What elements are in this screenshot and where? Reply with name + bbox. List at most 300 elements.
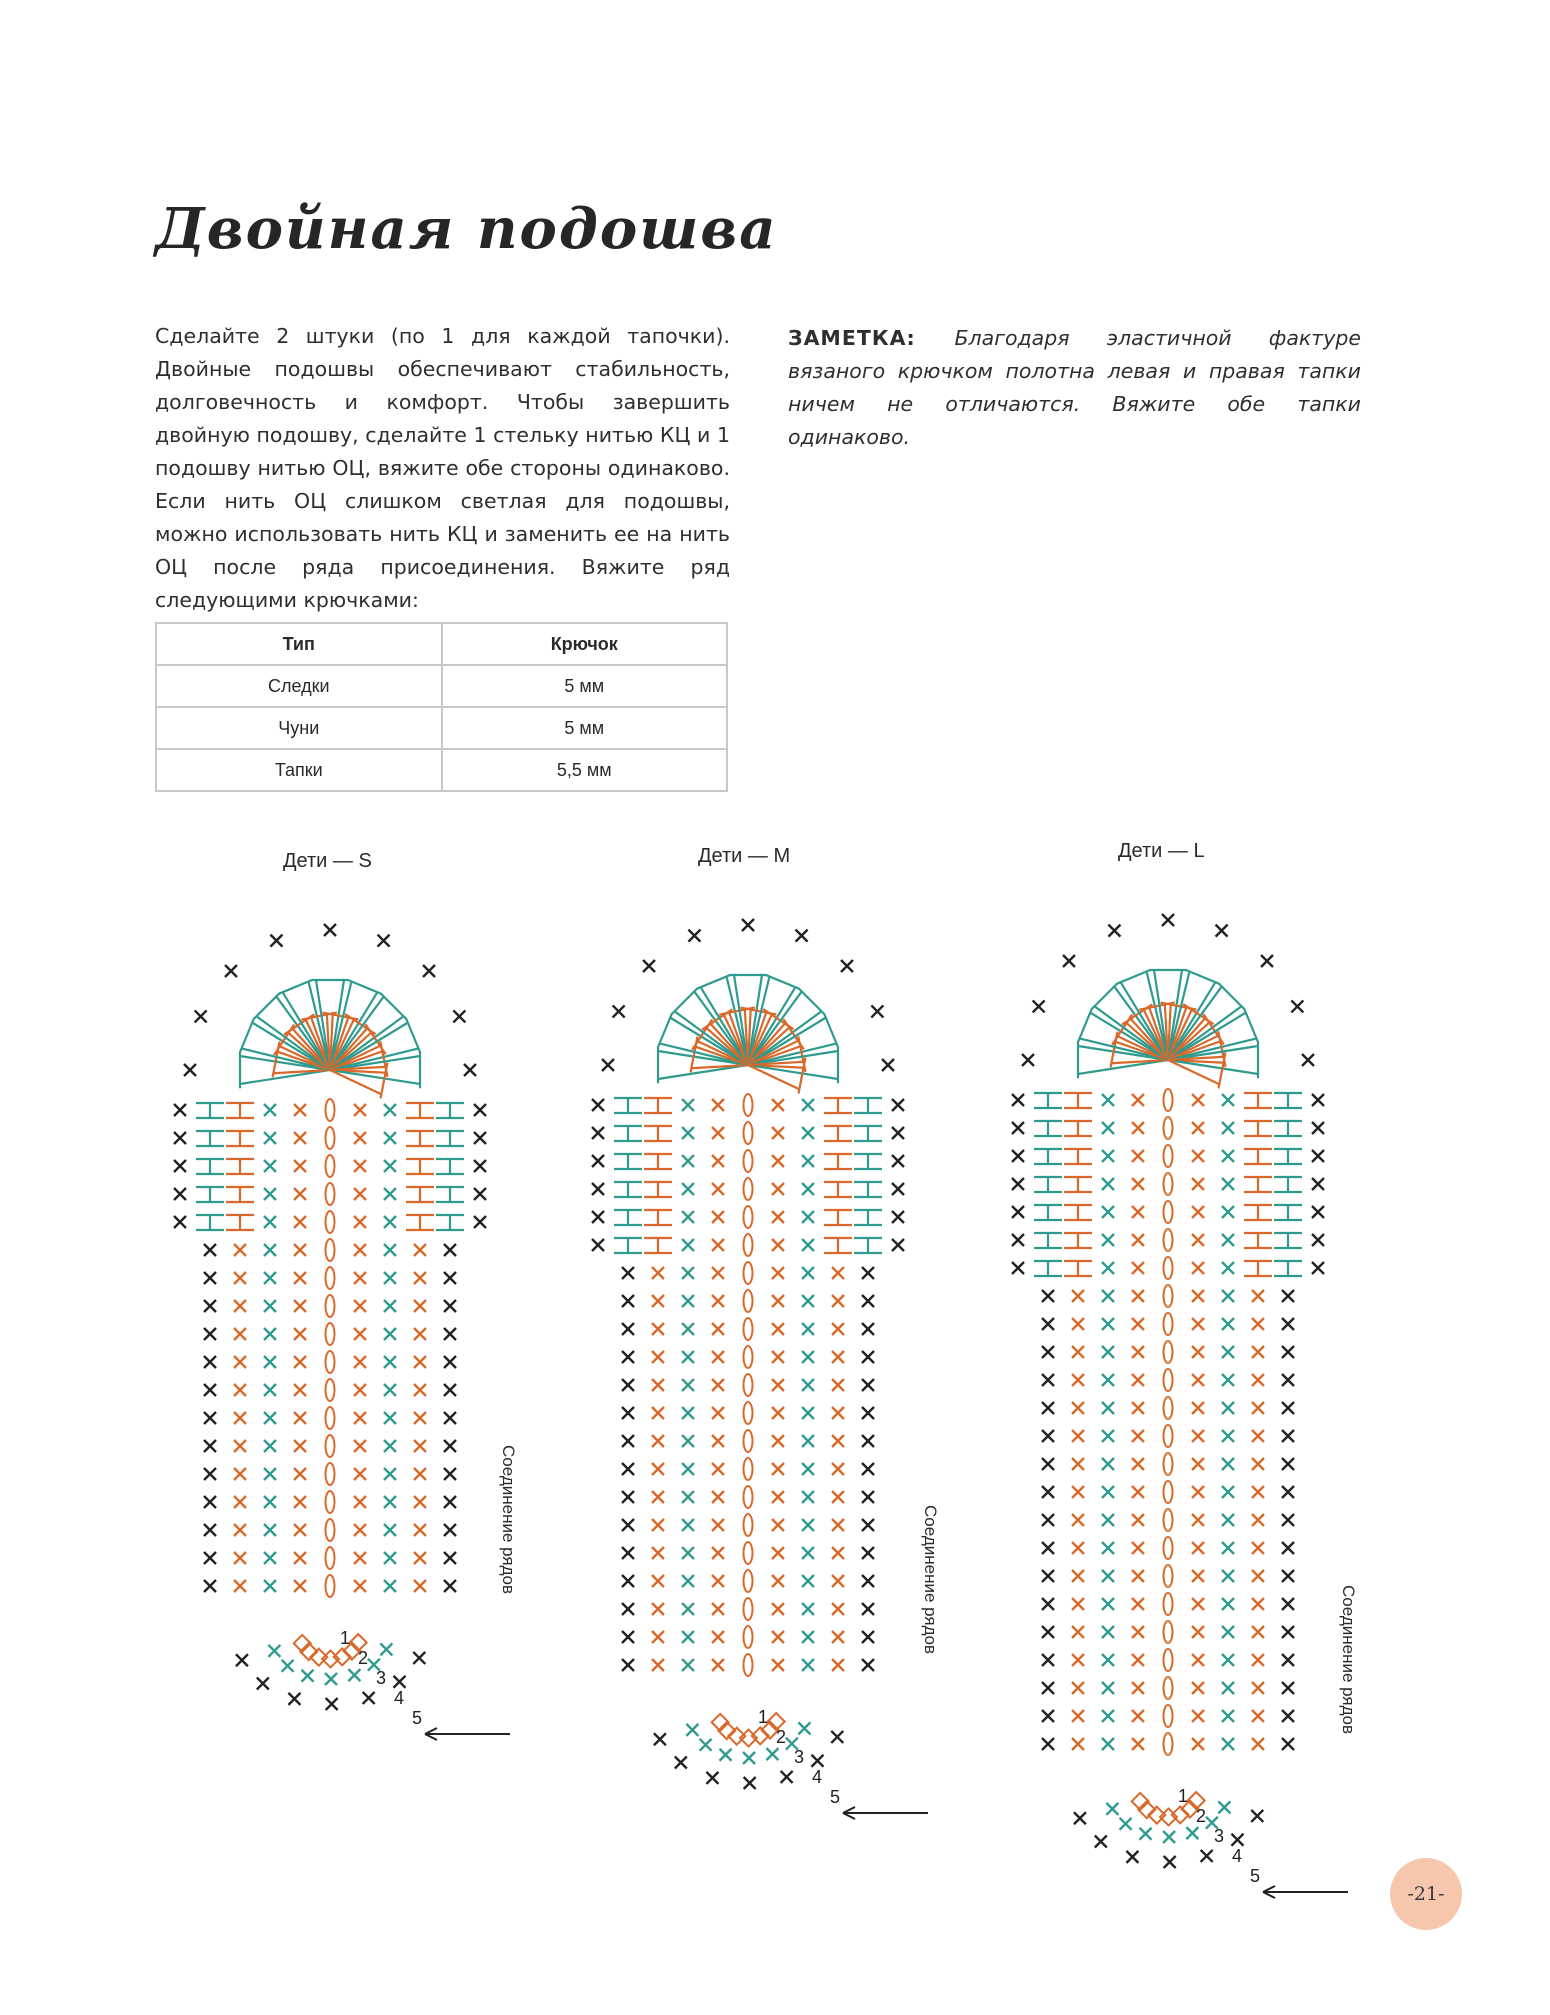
stitch-hdc bbox=[1244, 1205, 1272, 1220]
join-arrow bbox=[843, 1807, 928, 1819]
stitch-sc bbox=[1222, 1262, 1234, 1274]
stitch-sc bbox=[1072, 1710, 1084, 1722]
stitch-chain bbox=[326, 1491, 335, 1513]
stitch-sc bbox=[675, 1756, 687, 1768]
stitch-hdc bbox=[226, 1131, 254, 1146]
stitch-sc bbox=[1192, 1346, 1204, 1358]
stitch-hdc bbox=[436, 1131, 464, 1146]
stitch-sc bbox=[444, 1440, 456, 1452]
note-text: Благодаря эластичной фактуре вязаного крючком полотна левая и правая тапки ничем не отличаются. Вяжите обе тапки одинаково. bbox=[788, 326, 1361, 449]
stitch-sc bbox=[1192, 1150, 1204, 1162]
stitch-sc bbox=[354, 1244, 366, 1256]
stitch-sc bbox=[414, 1272, 426, 1284]
stitch-sc bbox=[1132, 1290, 1144, 1302]
stitch-sc bbox=[682, 1575, 694, 1587]
stitch-chain bbox=[1164, 1229, 1173, 1251]
stitch-sc bbox=[1251, 1810, 1263, 1822]
stitch-sc bbox=[832, 1379, 844, 1391]
stitch-sc bbox=[796, 930, 808, 942]
stitch-sc bbox=[1042, 1710, 1054, 1722]
stitch-sc bbox=[1132, 1654, 1144, 1666]
stitch-sc bbox=[832, 1659, 844, 1671]
stitch-sc bbox=[474, 1216, 486, 1228]
stitch-chain bbox=[326, 1547, 335, 1569]
stitch-sc bbox=[354, 1468, 366, 1480]
stitch-sc bbox=[592, 1127, 604, 1139]
stitch-sc bbox=[772, 1099, 784, 1111]
stitch-chain bbox=[326, 1379, 335, 1401]
stitch-sc bbox=[1132, 1430, 1144, 1442]
row-number: 1 bbox=[758, 1707, 769, 1727]
stitch-sc bbox=[174, 1104, 186, 1116]
stitch-sc bbox=[832, 1519, 844, 1531]
stitch-chain bbox=[326, 1295, 335, 1317]
stitch-sc bbox=[1222, 1654, 1234, 1666]
stitch-hdc bbox=[1064, 1177, 1092, 1192]
stitch-sc bbox=[204, 1272, 216, 1284]
stitch-sc bbox=[1102, 1430, 1114, 1442]
stitch-sc bbox=[264, 1496, 276, 1508]
stitch-sc bbox=[1252, 1486, 1264, 1498]
stitch-sc bbox=[592, 1155, 604, 1167]
stitch-hdc bbox=[226, 1159, 254, 1174]
stitch-sc bbox=[1132, 1234, 1144, 1246]
stitch-sc bbox=[712, 1127, 724, 1139]
stitch-sc bbox=[264, 1328, 276, 1340]
stitch-sc bbox=[652, 1575, 664, 1587]
stitch-sc bbox=[1192, 1654, 1204, 1666]
stitch-sc bbox=[622, 1323, 634, 1335]
stitch-sc bbox=[1042, 1430, 1054, 1442]
stitch-sc bbox=[1012, 1206, 1024, 1218]
table-row bbox=[156, 707, 727, 749]
stitch-sc bbox=[592, 1239, 604, 1251]
stitch-chain bbox=[1164, 1733, 1173, 1755]
stitch-sc bbox=[682, 1155, 694, 1167]
stitch-hdc bbox=[196, 1187, 224, 1202]
stitch-sc bbox=[1042, 1346, 1054, 1358]
stitch-sc bbox=[354, 1496, 366, 1508]
stitch-sc bbox=[862, 1323, 874, 1335]
stitch-sc bbox=[1252, 1710, 1264, 1722]
stitch-sc bbox=[294, 1356, 306, 1368]
stitch-sc bbox=[288, 1693, 300, 1705]
stitch-sc bbox=[1126, 1851, 1138, 1863]
stitch-sc bbox=[1042, 1682, 1054, 1694]
stitch-sc bbox=[1222, 1094, 1234, 1106]
stitch-hdc bbox=[226, 1103, 254, 1118]
stitch-sc bbox=[802, 1379, 814, 1391]
crochet-chart-l bbox=[968, 890, 1368, 1886]
table-header-row bbox=[156, 623, 727, 665]
stitch-sc bbox=[882, 1059, 894, 1071]
stitch-sc bbox=[712, 1379, 724, 1391]
stitch-hdc bbox=[854, 1098, 882, 1113]
stitch-chain bbox=[326, 1099, 335, 1121]
stitch-hdc bbox=[1244, 1177, 1272, 1192]
stitch-sc bbox=[294, 1188, 306, 1200]
stitch-sc bbox=[294, 1580, 306, 1592]
stitch-sc bbox=[772, 1183, 784, 1195]
stitch-sc bbox=[1132, 1178, 1144, 1190]
stitch-hdc bbox=[436, 1159, 464, 1174]
stitch-sc bbox=[1222, 1318, 1234, 1330]
stitch-sc bbox=[832, 1547, 844, 1559]
stitch-sc bbox=[1072, 1738, 1084, 1750]
stitch-sc bbox=[414, 1356, 426, 1368]
stitch-sc bbox=[264, 1356, 276, 1368]
stitch-sc bbox=[682, 1519, 694, 1531]
stitch-sc bbox=[1312, 1234, 1324, 1246]
stitch-sc bbox=[712, 1575, 724, 1587]
stitch-hdc bbox=[1274, 1233, 1302, 1248]
stitch-sc bbox=[1192, 1458, 1204, 1470]
stitch-sc bbox=[1261, 955, 1273, 967]
stitch-sc bbox=[294, 1524, 306, 1536]
stitch-sc bbox=[204, 1328, 216, 1340]
stitch-chain bbox=[744, 1206, 753, 1228]
stitch-chain bbox=[1164, 1425, 1173, 1447]
stitch-sc bbox=[1074, 1812, 1086, 1824]
stitch-sc bbox=[682, 1267, 694, 1279]
stitch-sc bbox=[831, 1731, 843, 1743]
stitch-sc bbox=[184, 1064, 196, 1076]
table-cell: 5 мм bbox=[442, 707, 728, 749]
stitch-sc bbox=[264, 1440, 276, 1452]
stitch-sc bbox=[1102, 1262, 1114, 1274]
stitch-sc bbox=[444, 1412, 456, 1424]
stitch-hdc bbox=[436, 1215, 464, 1230]
stitch-sc bbox=[1252, 1430, 1264, 1442]
page-number-badge: -21- bbox=[1390, 1858, 1462, 1930]
stitch-sc bbox=[1192, 1738, 1204, 1750]
stitch-sc bbox=[1222, 1626, 1234, 1638]
stitch-sc bbox=[622, 1547, 634, 1559]
stitch-sc bbox=[1192, 1710, 1204, 1722]
stitch-sc bbox=[1252, 1318, 1264, 1330]
stitch-sc bbox=[772, 1379, 784, 1391]
stitch-sc bbox=[652, 1267, 664, 1279]
stitch-sc bbox=[1192, 1178, 1204, 1190]
stitch-hdc bbox=[614, 1154, 642, 1169]
stitch-sc bbox=[892, 1211, 904, 1223]
stitch-sc bbox=[643, 960, 655, 972]
row-number: 4 bbox=[812, 1767, 823, 1787]
stitch-hdc bbox=[1274, 1093, 1302, 1108]
stitch-chain bbox=[744, 1598, 753, 1620]
stitch-sc bbox=[444, 1300, 456, 1312]
stitch-sc bbox=[1282, 1570, 1294, 1582]
stitch-sc bbox=[1102, 1654, 1114, 1666]
stitch-sc bbox=[234, 1496, 246, 1508]
stitch-sc bbox=[444, 1552, 456, 1564]
stitch-sc bbox=[1072, 1514, 1084, 1526]
stitch-hdc bbox=[1274, 1149, 1302, 1164]
stitch-hdc bbox=[436, 1103, 464, 1118]
stitch-sc bbox=[712, 1351, 724, 1363]
stitch-sc bbox=[444, 1384, 456, 1396]
stitch-sc bbox=[1012, 1262, 1024, 1274]
stitch-sc bbox=[204, 1496, 216, 1508]
stitch-sc bbox=[802, 1631, 814, 1643]
stitch-sc bbox=[712, 1323, 724, 1335]
stitch-sc bbox=[802, 1407, 814, 1419]
stitch-sc bbox=[225, 965, 237, 977]
stitch-sc bbox=[862, 1379, 874, 1391]
stitch-sc bbox=[1222, 1486, 1234, 1498]
stitch-sc bbox=[384, 1412, 396, 1424]
stitch-sc bbox=[1102, 1122, 1114, 1134]
stitch-chain bbox=[326, 1239, 335, 1261]
stitch-sc bbox=[1164, 1856, 1176, 1868]
stitch-hdc bbox=[1064, 1121, 1092, 1136]
stitch-chain bbox=[1164, 1565, 1173, 1587]
stitch-sc bbox=[384, 1272, 396, 1284]
stitch-sc bbox=[1012, 1150, 1024, 1162]
stitch-sc bbox=[234, 1328, 246, 1340]
stitch-sc bbox=[832, 1435, 844, 1447]
stitch-sc bbox=[234, 1468, 246, 1480]
stitch-sc bbox=[264, 1468, 276, 1480]
stitch-sc bbox=[1132, 1318, 1144, 1330]
stitch-hdc bbox=[1244, 1121, 1272, 1136]
stitch-chain bbox=[1164, 1397, 1173, 1419]
stitch-sc bbox=[1222, 1178, 1234, 1190]
stitch-hdc bbox=[644, 1210, 672, 1225]
stitch-sc bbox=[1072, 1654, 1084, 1666]
stitch-sc bbox=[1132, 1514, 1144, 1526]
table-header: Крючок bbox=[442, 623, 728, 665]
stitch-sc bbox=[622, 1463, 634, 1475]
stitch-sc bbox=[1042, 1738, 1054, 1750]
stitch-sc bbox=[712, 1659, 724, 1671]
stitch-sc bbox=[772, 1435, 784, 1447]
stitch-sc bbox=[772, 1631, 784, 1643]
stitch-sc bbox=[862, 1407, 874, 1419]
stitch-sc bbox=[414, 1468, 426, 1480]
stitch-hdc bbox=[854, 1154, 882, 1169]
stitch-sc bbox=[1291, 1000, 1303, 1012]
stitch-sc bbox=[712, 1547, 724, 1559]
stitch-sc bbox=[1222, 1374, 1234, 1386]
stitch-hdc bbox=[614, 1126, 642, 1141]
crochet-chart-s bbox=[130, 900, 530, 1728]
stitch-sc bbox=[1201, 1850, 1213, 1862]
stitch-sc bbox=[294, 1412, 306, 1424]
stitch-sc bbox=[354, 1412, 366, 1424]
stitch-sc bbox=[384, 1216, 396, 1228]
stitch-hdc bbox=[1274, 1121, 1302, 1136]
stitch-hdc bbox=[226, 1187, 254, 1202]
stitch-chain bbox=[326, 1323, 335, 1345]
stitch-chain bbox=[326, 1463, 335, 1485]
stitch-sc bbox=[384, 1524, 396, 1536]
stitch-sc bbox=[1042, 1402, 1054, 1414]
stitch-chain bbox=[1164, 1117, 1173, 1139]
stitch-chain bbox=[744, 1542, 753, 1564]
intro-paragraph: Сделайте 2 штуки (по 1 для каждой тапочки). Двойные подошвы обеспечивают стабильность, долговечность и комфорт. Чтобы завершить двойную подошву, сделайте 1 стельку нитью КЦ и 1 подошву нитью ОЦ, вяжите обе стороны одинаково. Если нить ОЦ слишком светлая для подошвы, можно использовать нить КЦ и заменить ее на нить ОЦ после ряда присоединения. Вяжите ряд следующими крючками: bbox=[155, 324, 730, 612]
stitch-sc bbox=[264, 1216, 276, 1228]
row-number: 1 bbox=[340, 1628, 351, 1648]
stitch-sc bbox=[354, 1216, 366, 1228]
stitch-hdc bbox=[406, 1131, 434, 1146]
stitch-hdc bbox=[614, 1098, 642, 1113]
join-label-s: Соединение рядов bbox=[499, 1445, 518, 1595]
stitch-hdc bbox=[1034, 1233, 1062, 1248]
stitch-sc bbox=[1163, 1831, 1175, 1843]
table-cell: Тапки bbox=[156, 749, 442, 791]
stitch-sc bbox=[1132, 1570, 1144, 1582]
stitch-sc bbox=[236, 1654, 248, 1666]
stitch-sc bbox=[1108, 925, 1120, 937]
stitch-sc bbox=[354, 1300, 366, 1312]
stitch-sc bbox=[892, 1155, 904, 1167]
stitch-sc bbox=[622, 1575, 634, 1587]
stitch-hdc bbox=[614, 1182, 642, 1197]
row-number: 4 bbox=[394, 1688, 405, 1708]
stitch-sc bbox=[712, 1491, 724, 1503]
stitch-hdc bbox=[1244, 1233, 1272, 1248]
stitch-sc bbox=[354, 1524, 366, 1536]
stitch-sc bbox=[354, 1384, 366, 1396]
row-number: 2 bbox=[1196, 1806, 1207, 1826]
stitch-chain bbox=[326, 1407, 335, 1429]
stitch-sc bbox=[1102, 1570, 1114, 1582]
stitch-sc bbox=[264, 1132, 276, 1144]
stitch-sc bbox=[1132, 1598, 1144, 1610]
stitch-sc bbox=[652, 1295, 664, 1307]
stitch-sc bbox=[384, 1244, 396, 1256]
stitch-sc bbox=[1252, 1346, 1264, 1358]
stitch-sc bbox=[1042, 1318, 1054, 1330]
stitch-hdc bbox=[196, 1215, 224, 1230]
stitch-sc bbox=[384, 1356, 396, 1368]
stitch-sc bbox=[354, 1272, 366, 1284]
table-row bbox=[156, 665, 727, 707]
stitch-chain bbox=[1164, 1201, 1173, 1223]
stitch-sc bbox=[892, 1239, 904, 1251]
stitch-chain bbox=[1164, 1621, 1173, 1643]
stitch-sc bbox=[1231, 1834, 1243, 1846]
stitch-sc bbox=[832, 1323, 844, 1335]
stitch-sc bbox=[1120, 1818, 1132, 1830]
stitch-sc bbox=[1192, 1094, 1204, 1106]
stitch-hdc bbox=[1274, 1177, 1302, 1192]
stitch-sc bbox=[682, 1407, 694, 1419]
stitch-sc bbox=[1252, 1290, 1264, 1302]
stitch-sc bbox=[384, 1552, 396, 1564]
stitch-sc bbox=[802, 1435, 814, 1447]
stitch-sc bbox=[1252, 1402, 1264, 1414]
stitch-sc bbox=[264, 1272, 276, 1284]
stitch-chain bbox=[1164, 1481, 1173, 1503]
stitch-sc bbox=[682, 1463, 694, 1475]
stitch-hdc bbox=[614, 1210, 642, 1225]
stitch-sc bbox=[1282, 1318, 1294, 1330]
stitch-chain bbox=[1164, 1677, 1173, 1699]
stitch-sc bbox=[195, 1010, 207, 1022]
stitch-sc bbox=[1102, 1318, 1114, 1330]
stitch-sc bbox=[204, 1356, 216, 1368]
table-cell: 5 мм bbox=[442, 665, 728, 707]
row-number: 3 bbox=[1214, 1826, 1225, 1846]
stitch-sc bbox=[1042, 1598, 1054, 1610]
stitch-sc bbox=[453, 1010, 465, 1022]
stitch-sc bbox=[384, 1580, 396, 1592]
stitch-sc bbox=[1072, 1598, 1084, 1610]
stitch-sc bbox=[1102, 1178, 1114, 1190]
stitch-sc bbox=[354, 1104, 366, 1116]
stitch-chain bbox=[1164, 1509, 1173, 1531]
stitch-chain bbox=[744, 1626, 753, 1648]
stitch-sc bbox=[682, 1239, 694, 1251]
stitch-chain bbox=[326, 1127, 335, 1149]
stitch-hdc bbox=[1064, 1149, 1092, 1164]
stitch-sc bbox=[592, 1211, 604, 1223]
stitch-hdc bbox=[824, 1154, 852, 1169]
stitch-chain bbox=[326, 1435, 335, 1457]
stitch-sc bbox=[414, 1524, 426, 1536]
stitch-sc bbox=[1102, 1150, 1114, 1162]
stitch-sc bbox=[234, 1524, 246, 1536]
join-arrow bbox=[1263, 1886, 1348, 1898]
stitch-sc bbox=[264, 1300, 276, 1312]
stitch-hdc bbox=[1244, 1149, 1272, 1164]
stitch-sc bbox=[772, 1211, 784, 1223]
stitch-hdc bbox=[1034, 1149, 1062, 1164]
stitch-sc bbox=[712, 1631, 724, 1643]
stitch-sc bbox=[204, 1468, 216, 1480]
stitch-sc bbox=[384, 1160, 396, 1172]
stitch-sc bbox=[841, 960, 853, 972]
stitch-sc bbox=[1072, 1626, 1084, 1638]
stitch-sc bbox=[682, 1631, 694, 1643]
stitch-sc bbox=[622, 1631, 634, 1643]
stitch-sc bbox=[1132, 1738, 1144, 1750]
stitch-sc bbox=[1102, 1206, 1114, 1218]
stitch-sc bbox=[832, 1295, 844, 1307]
stitch-sc bbox=[862, 1519, 874, 1531]
stitch-sc bbox=[832, 1463, 844, 1475]
stitch-sc bbox=[264, 1524, 276, 1536]
stitch-sc bbox=[234, 1412, 246, 1424]
stitch-sc bbox=[772, 1127, 784, 1139]
stitch-sc bbox=[1192, 1486, 1204, 1498]
stitch-hdc bbox=[644, 1154, 672, 1169]
stitch-sc bbox=[363, 1692, 375, 1704]
stitch-sc bbox=[294, 1272, 306, 1284]
stitch-sc bbox=[622, 1491, 634, 1503]
stitch-sc bbox=[871, 1005, 883, 1017]
stitch-sc bbox=[1312, 1094, 1324, 1106]
stitch-chain bbox=[744, 1570, 753, 1592]
stitch-chain bbox=[744, 1486, 753, 1508]
stitch-sc bbox=[414, 1496, 426, 1508]
stitch-sc bbox=[862, 1631, 874, 1643]
stitch-sc bbox=[706, 1772, 718, 1784]
stitch-chain bbox=[744, 1430, 753, 1452]
stitch-sc bbox=[862, 1491, 874, 1503]
stitch-sc bbox=[862, 1435, 874, 1447]
stitch-chain bbox=[1164, 1593, 1173, 1615]
stitch-sc bbox=[294, 1244, 306, 1256]
stitch-sc bbox=[652, 1379, 664, 1391]
stitch-sc bbox=[1132, 1458, 1144, 1470]
stitch-sc bbox=[174, 1160, 186, 1172]
stitch-sc bbox=[862, 1351, 874, 1363]
stitch-sc bbox=[384, 1328, 396, 1340]
stitch-sc bbox=[268, 1645, 280, 1657]
